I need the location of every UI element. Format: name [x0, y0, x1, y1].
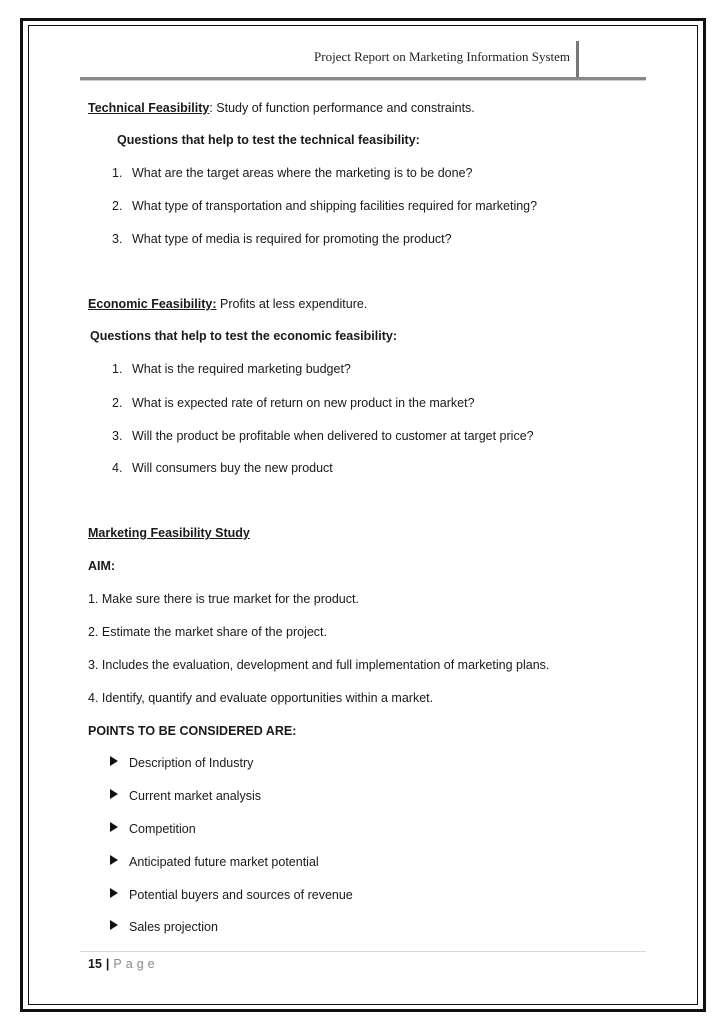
list-item: 1. What are the target areas where the marketing is to be done? — [112, 166, 473, 180]
arrow-bullet-icon — [110, 855, 118, 865]
list-item: 1. What is the required marketing budget? — [112, 362, 351, 376]
header-vertical-bar — [576, 41, 579, 78]
aim-item: 3. Includes the evaluation, development and full implementation of marketing plans. — [88, 658, 550, 672]
page-number: 15 — [88, 957, 102, 971]
technical-feasibility-heading: Technical Feasibility — [88, 101, 210, 115]
list-item: 3. What type of media is required for promoting the product? — [112, 232, 452, 246]
aim-item: 2. Estimate the market share of the project. — [88, 625, 328, 639]
economic-questions-heading: Questions that help to test the economic feasibility: — [90, 329, 397, 343]
technical-feasibility-paragraph — [88, 100, 475, 116]
page-footer — [88, 956, 159, 972]
technical-feasibility-text: : Study of function performance and constraints. — [209, 101, 475, 115]
points-heading: POINTS TO BE CONSIDERED ARE: — [88, 724, 297, 738]
arrow-bullet-icon — [110, 756, 118, 766]
arrow-bullet-icon — [110, 822, 118, 832]
technical-questions-heading: Questions that help to test the technical feasibility: — [117, 133, 420, 147]
running-header: Project Report on Marketing Information System — [314, 49, 570, 64]
marketing-feasibility-heading: Marketing Feasibility Study — [88, 526, 250, 540]
bullet-item: Anticipated future market potential — [110, 854, 319, 870]
aim-item: 1. Make sure there is true market for the product. — [88, 592, 359, 606]
list-item: 3. Will the product be profitable when delivered to customer at target price? — [112, 429, 534, 443]
economic-feasibility-paragraph — [88, 296, 367, 312]
arrow-bullet-icon — [110, 888, 118, 898]
header-rule-shadow — [80, 80, 646, 81]
list-item: 2. What is expected rate of return on new product in the market? — [112, 396, 475, 410]
economic-feasibility-text: Profits at less expenditure. — [216, 297, 368, 311]
bullet-item: Description of Industry — [110, 755, 253, 771]
arrow-bullet-icon — [110, 920, 118, 930]
aim-item: 4. Identify, quantify and evaluate opportunities within a market. — [88, 691, 434, 705]
bullet-item: Potential buyers and sources of revenue — [110, 887, 353, 903]
economic-feasibility-heading: Economic Feasibility: — [88, 297, 217, 311]
bullet-item: Competition — [110, 821, 196, 837]
aim-label: AIM: — [88, 559, 116, 573]
bullet-item: Current market analysis — [110, 788, 261, 804]
footer-separator: | — [105, 957, 110, 971]
page-label: Page — [113, 957, 159, 971]
footer-rule — [80, 951, 646, 952]
list-item: 2. What type of transportation and shipping facilities required for marketing? — [112, 199, 538, 213]
arrow-bullet-icon — [110, 789, 118, 799]
list-item: 4. Will consumers buy the new product — [112, 461, 333, 475]
bullet-item: Sales projection — [110, 919, 218, 935]
